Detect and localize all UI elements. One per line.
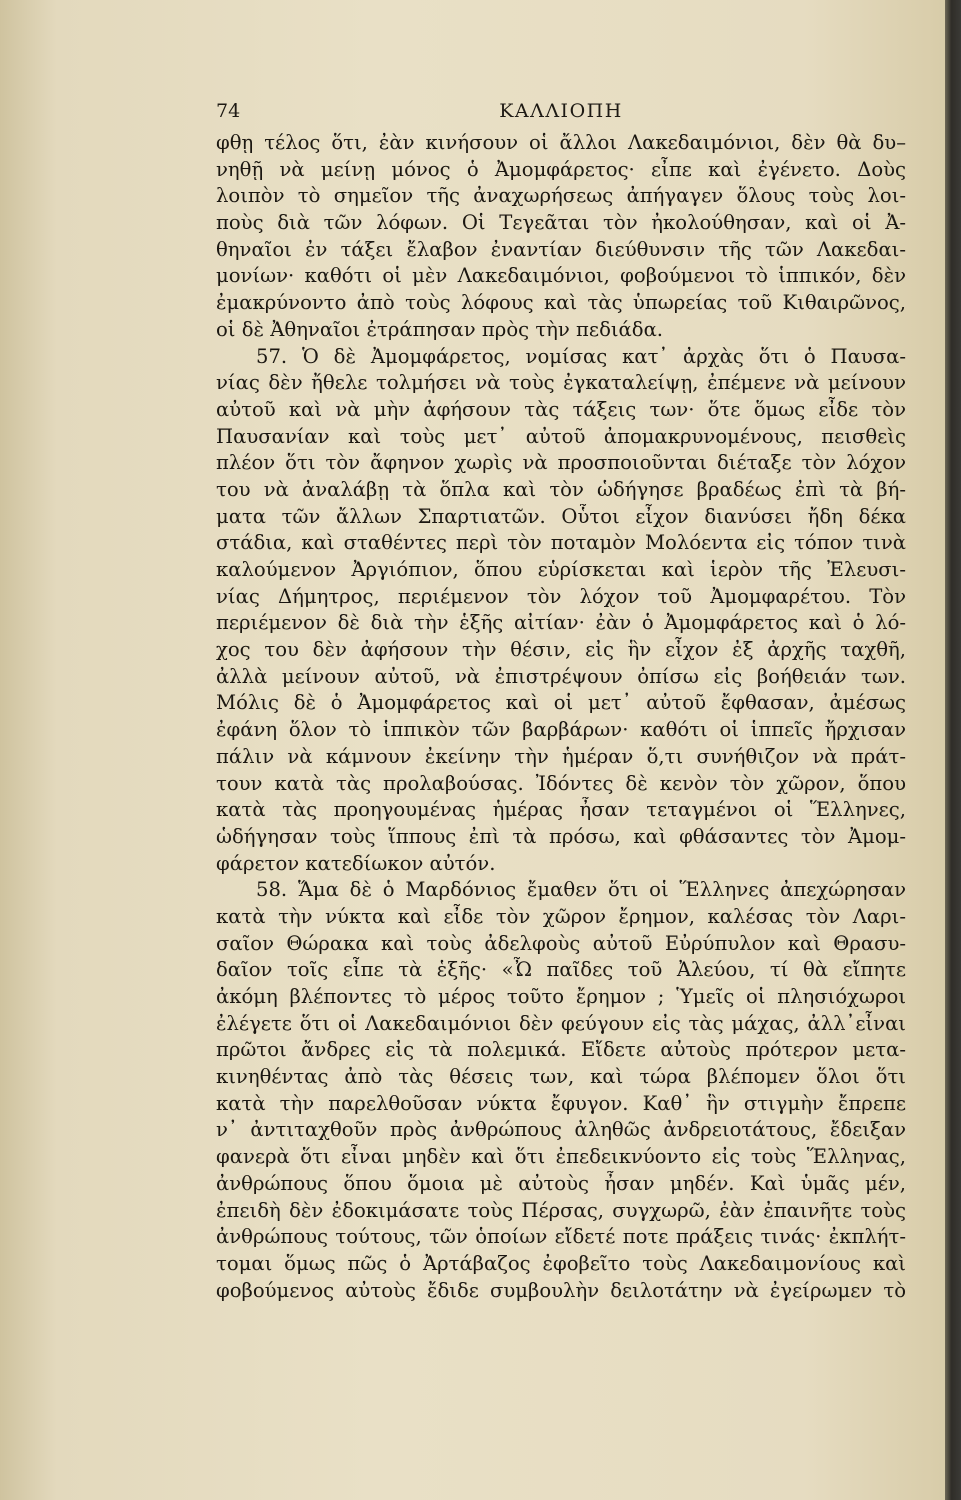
text-line: φοβούμενος αὐτοὺς ἔδιδε συμβουλὴν δειλοτάτην νὰ ἐγείρωμεν τὸ: [216, 1278, 906, 1302]
text-line: πάλιν νὰ κάμνουν ἐκείνην τὴν ἡμέραν ὅ,τι συνήθιζον νὰ πράτ-: [216, 744, 906, 768]
text-line: του νὰ ἀναλάβῃ τὰ ὅπλα καὶ τὸν ὡδήγησε βραδέως ἐπὶ τὰ βή-: [216, 477, 906, 501]
text-line: κατὰ τὴν νύκτα καὶ εἶδε τὸν χῶρον ἔρημον, καλέσας τὸν Λαρι-: [216, 904, 906, 928]
text-line: ν᾽ ἀντιταχθοῦν πρὸς ἀνθρώπους ἀληθῶς ἀνδρειοτάτους, ἔδειξαν: [216, 1118, 906, 1142]
text-line: περιέμενον δὲ διὰ τὴν ἑξῆς αἰτίαν· ἐὰν ὁ Ἀμομφάρετος καὶ ὁ λό-: [216, 611, 906, 635]
section-58-start: 58. Ἅμα δὲ ὁ Μαρδόνιος ἔμαθεν ὅτι οἱ Ἕλληνες ἀπεχώρησαν: [256, 878, 906, 902]
text-line: αὐτοῦ καὶ νὰ μὴν ἀφήσουν τὰς τάξεις των· ὅτε ὅμως εἶδε τὸν: [216, 397, 906, 421]
text-line: σαῖον Θώρακα καὶ τοὺς ἀδελφοὺς αὐτοῦ Εὐρύπυλον καὶ Θρασυ-: [216, 931, 906, 955]
text-line: ἐλέγετε ὅτι οἱ Λακεδαιμόνιοι δὲν φεύγουν εἰς τὰς μάχας, ἀλλ᾽εἶναι: [216, 1011, 906, 1035]
text-line: Μόλις δὲ ὁ Ἀμομφάρετος καὶ οἱ μετ᾽ αὐτοῦ ἔφθασαν, ἀμέσως: [216, 691, 906, 715]
text-line: ἐμακρύνοντο ἀπὸ τοὺς λόφους καὶ τὰς ὑπωρείας τοῦ Κιθαιρῶνος,: [216, 291, 906, 315]
text-line: οἱ δὲ Ἀθηναῖοι ἐτράπησαν πρὸς τὴν πεδιάδα.: [216, 317, 664, 341]
text-line: Παυσανίαν καὶ τοὺς μετ᾽ αὐτοῦ ἀπομακρυνομένους, πεισθεὶς: [216, 424, 906, 448]
text-line: κινηθέντας ἀπὸ τὰς θέσεις των, καὶ τώρα βλέπομεν ὅλοι ὅτι: [216, 1065, 906, 1089]
text-line: καλούμενον Ἀργιόπιον, ὅπου εὑρίσκεται καὶ ἱερὸν τῆς Ἐλευσι-: [216, 558, 906, 581]
text-line: ἀλλὰ μείνουν αὐτοῦ, νὰ ἐπιστρέψουν ὀπίσω εἰς βοήθειάν των.: [216, 664, 906, 688]
text-line: νηθῇ νὰ μείνῃ μόνος ὁ Ἀμομφάρετος· εἶπε καὶ ἐγένετο. Δοὺς: [216, 157, 906, 181]
text-line: κατὰ τὰς προηγουμένας ἡμέρας ἦσαν τεταγμένοι οἱ Ἕλληνες,: [216, 798, 906, 822]
text-line: λοιπὸν τὸ σημεῖον τῆς ἀναχωρήσεως ἀπήγαγεν ὅλους τοὺς λοι-: [216, 184, 906, 208]
text-line: φθῃ τέλος ὅτι, ἐὰν κινήσουν οἱ ἄλλοι Λακεδαιμόνιοι, δὲν θὰ δυ–: [216, 131, 906, 154]
text-line: στάδια, καὶ σταθέντες περὶ τὸν ποταμὸν Μολόεντα εἰς τόπον τινὰ: [216, 531, 906, 555]
text-line: νίας Δήμητρος, περιέμενον τὸν λόχον τοῦ Ἀμομφαρέτου. Τὸν: [216, 584, 906, 608]
text-line: ποὺς διὰ τῶν λόφων. Οἱ Τεγεᾶται τὸν ἠκολούθησαν, καὶ οἱ Ἀ-: [216, 211, 906, 235]
text-line: δαῖον τοῖς εἶπε τὰ ἑξῆς· «Ὦ παῖδες τοῦ Ἀλεύου, τί θὰ εἴπητε: [216, 958, 906, 982]
body-text: [216, 130, 906, 1304]
text-line: τομαι ὅμως πῶς ὁ Ἀρτάβαζος ἐφοβεῖτο τοὺς Λακεδαιμονίους καὶ: [216, 1251, 906, 1275]
text-line: κατὰ τὴν παρελθοῦσαν νύκτα ἔφυγον. Καθ᾽ ἣν στιγμὴν ἔπρεπε: [216, 1091, 906, 1115]
page-header: [216, 100, 906, 130]
running-title: ΚΑΛΛΙΟΠΗ: [499, 100, 623, 122]
text-line: ἀκόμη βλέποντες τὸ μέρος τοῦτο ἔρημον ; Ὑμεῖς οἱ πλησιόχωροι: [216, 985, 906, 1008]
text-line: πλέον ὅτι τὸν ἄφηνον χωρὶς νὰ προσποιοῦνται διέταξε τὸν λόχον: [216, 451, 906, 475]
text-line: θηναῖοι ἐν τάξει ἔλαβον ἐναντίαν διεύθυνσιν τῆς τῶν Λακεδαι-: [216, 237, 906, 261]
text-line: ἐφάνη ὅλον τὸ ἱππικὸν τῶν βαρβάρων· καθότι οἱ ἱππεῖς ἤρχισαν: [216, 718, 906, 742]
text-line: νίας δὲν ἤθελε τολμήσει νὰ τοὺς ἐγκαταλείψῃ, ἐπέμενε νὰ μείνουν: [216, 371, 906, 395]
text-line: φάρετον κατεδίωκον αὐτόν.: [216, 851, 496, 875]
text-line: ὡδήγησαν τοὺς ἵππους ἐπὶ τὰ πρόσω, καὶ φθάσαντες τὸν Ἀμομ-: [216, 824, 906, 848]
text-line: ἀνθρώπους ὅπου ὅμοια μὲ αὐτοὺς ἦσαν μηδέν. Καὶ ὑμᾶς μέν,: [216, 1171, 906, 1195]
text-line: ἐπειδὴ δὲν ἐδοκιμάσατε τοὺς Πέρσας, συγχωρῶ, ἐὰν ἐπαινῆτε τοὺς: [216, 1198, 906, 1222]
text-line: ἀνθρώπους τούτους, τῶν ὁποίων εἴδετέ ποτε πράξεις τινάς· ἐκπλήτ-: [216, 1225, 906, 1249]
book-spine-edge: [945, 0, 961, 1500]
page-number: 74: [216, 100, 241, 122]
text-line: φανερὰ ὅτι εἶναι μηδὲν καὶ ὅτι ἐπεδεικνύοντο εἰς τοὺς Ἕλληνας,: [216, 1145, 906, 1169]
text-line: μονίων· καθότι οἱ μὲν Λακεδαιμόνιοι, φοβούμενοι τὸ ἱππικόν, δὲν: [216, 264, 906, 288]
text-line: ματα τῶν ἄλλων Σπαρτιατῶν. Οὗτοι εἶχον διανύσει ἤδη δέκα: [216, 504, 906, 528]
section-57-start: 57. Ὁ δὲ Ἀμομφάρετος, νομίσας κατ᾽ ἀρχὰς ὅτι ὁ Παυσα-: [256, 344, 906, 368]
text-line: χος του δὲν ἀφήσουν τὴν θέσιν, εἰς ἣν εἶχον ἐξ ἀρχῆς ταχθῆ,: [216, 638, 906, 662]
text-line: πρῶτοι ἄνδρες εἰς τὰ πολεμικά. Εἴδετε αὐτοὺς πρότερον μετα-: [216, 1038, 906, 1062]
text-line: τουν κατὰ τὰς προλαβούσας. Ἰδόντες δὲ κενὸν τὸν χῶρον, ὅπου: [216, 771, 906, 795]
